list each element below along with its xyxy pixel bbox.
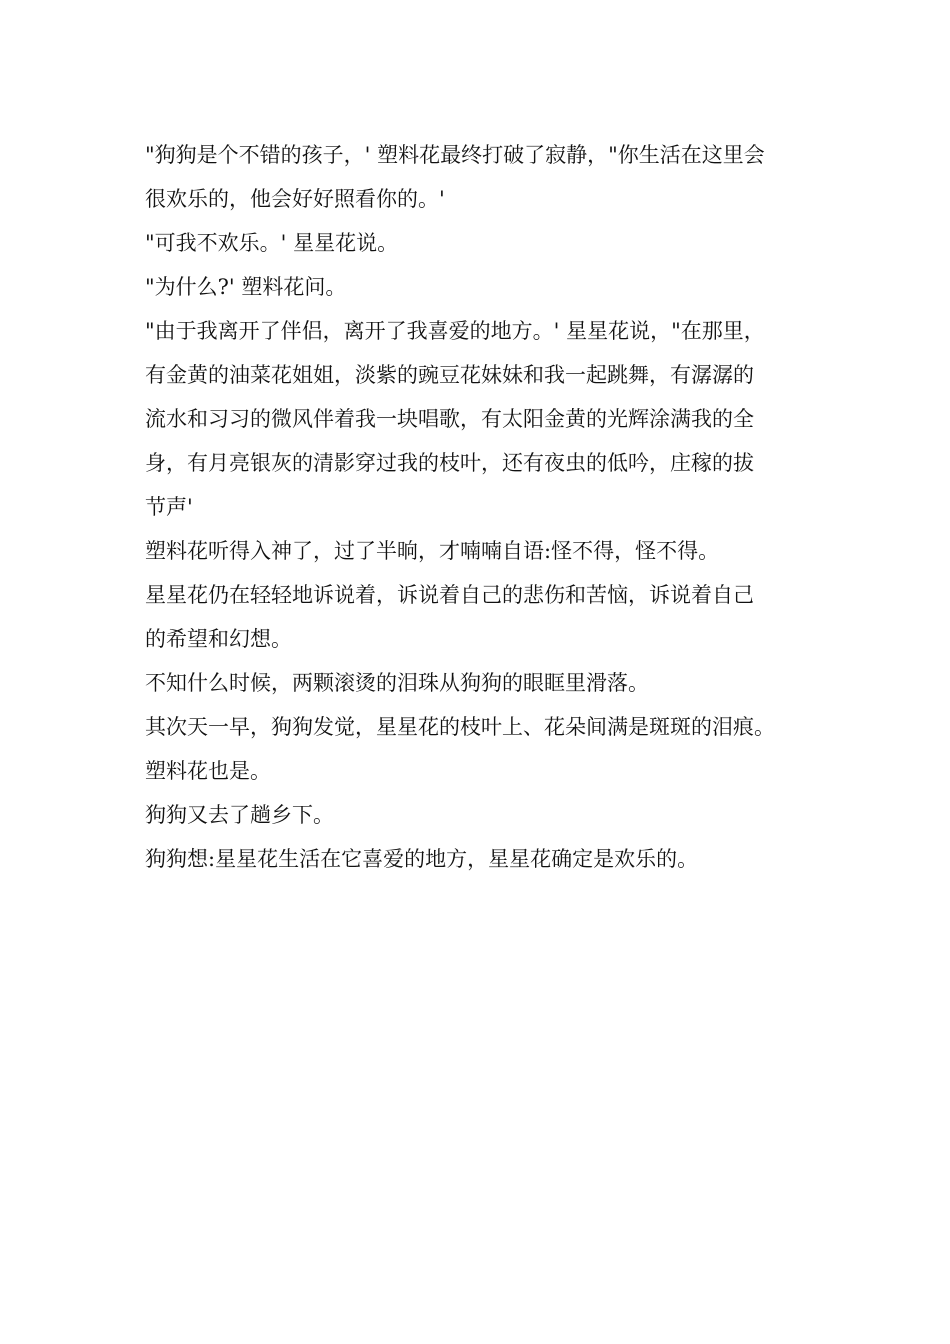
text-line: 狗狗想:星星花生活在它喜爱的地方，星星花确定是欢乐的。 <box>145 847 699 871</box>
paragraph-7 <box>145 661 810 705</box>
paragraph-8 <box>145 705 810 749</box>
text-line: 身，有月亮银灰的清影穿过我的枝叶，还有夜虫的低吟，庄稼的拔 <box>145 451 754 475</box>
paragraph-2 <box>145 221 810 265</box>
text-line: "狗狗是个不错的孩子，' 塑料花最终打破了寂静，"你生活在这里会 <box>145 143 765 167</box>
document-body <box>145 133 810 881</box>
text-line: 流水和习习的微风伴着我一块唱歌，有太阳金黄的光辉涂满我的全 <box>145 407 754 431</box>
paragraph-9 <box>145 749 810 793</box>
text-line: 其次天一早，狗狗发觉，星星花的枝叶上、花朵间满是斑斑的泪痕。 <box>145 715 775 739</box>
text-line: 星星花仍在轻轻地诉说着，诉说着自己的悲伤和苦恼，诉说着自己 <box>145 583 754 607</box>
text-line: "由于我离开了伴侣，离开了我喜爱的地方。' 星星花说，"在那里， <box>145 319 765 343</box>
paragraph-3 <box>145 265 810 309</box>
text-line: 的希望和幻想。 <box>145 627 292 651</box>
paragraph-11 <box>145 837 810 881</box>
paragraph-4 <box>145 309 810 529</box>
paragraph-5 <box>145 529 810 573</box>
text-line: 节声' <box>145 495 193 519</box>
text-line: 不知什么时候，两颗滚烫的泪珠从狗狗的眼眶里滑落。 <box>145 671 649 695</box>
paragraph-1 <box>145 133 810 221</box>
paragraph-6 <box>145 573 810 661</box>
text-line: "为什么?' 塑料花问。 <box>145 275 347 299</box>
text-line: 有金黄的油菜花姐姐，淡紫的豌豆花妹妹和我一起跳舞，有潺潺的 <box>145 363 754 387</box>
paragraph-10 <box>145 793 810 837</box>
text-line: 很欢乐的，他会好好照看你的。' <box>145 187 445 211</box>
text-line: 塑料花听得入神了，过了半晌，才喃喃自语:怪不得，怪不得。 <box>145 539 720 563</box>
text-line: 塑料花也是。 <box>145 759 271 783</box>
text-line: "可我不欢乐。' 星星花说。 <box>145 231 399 255</box>
text-line: 狗狗又去了趟乡下。 <box>145 803 334 827</box>
